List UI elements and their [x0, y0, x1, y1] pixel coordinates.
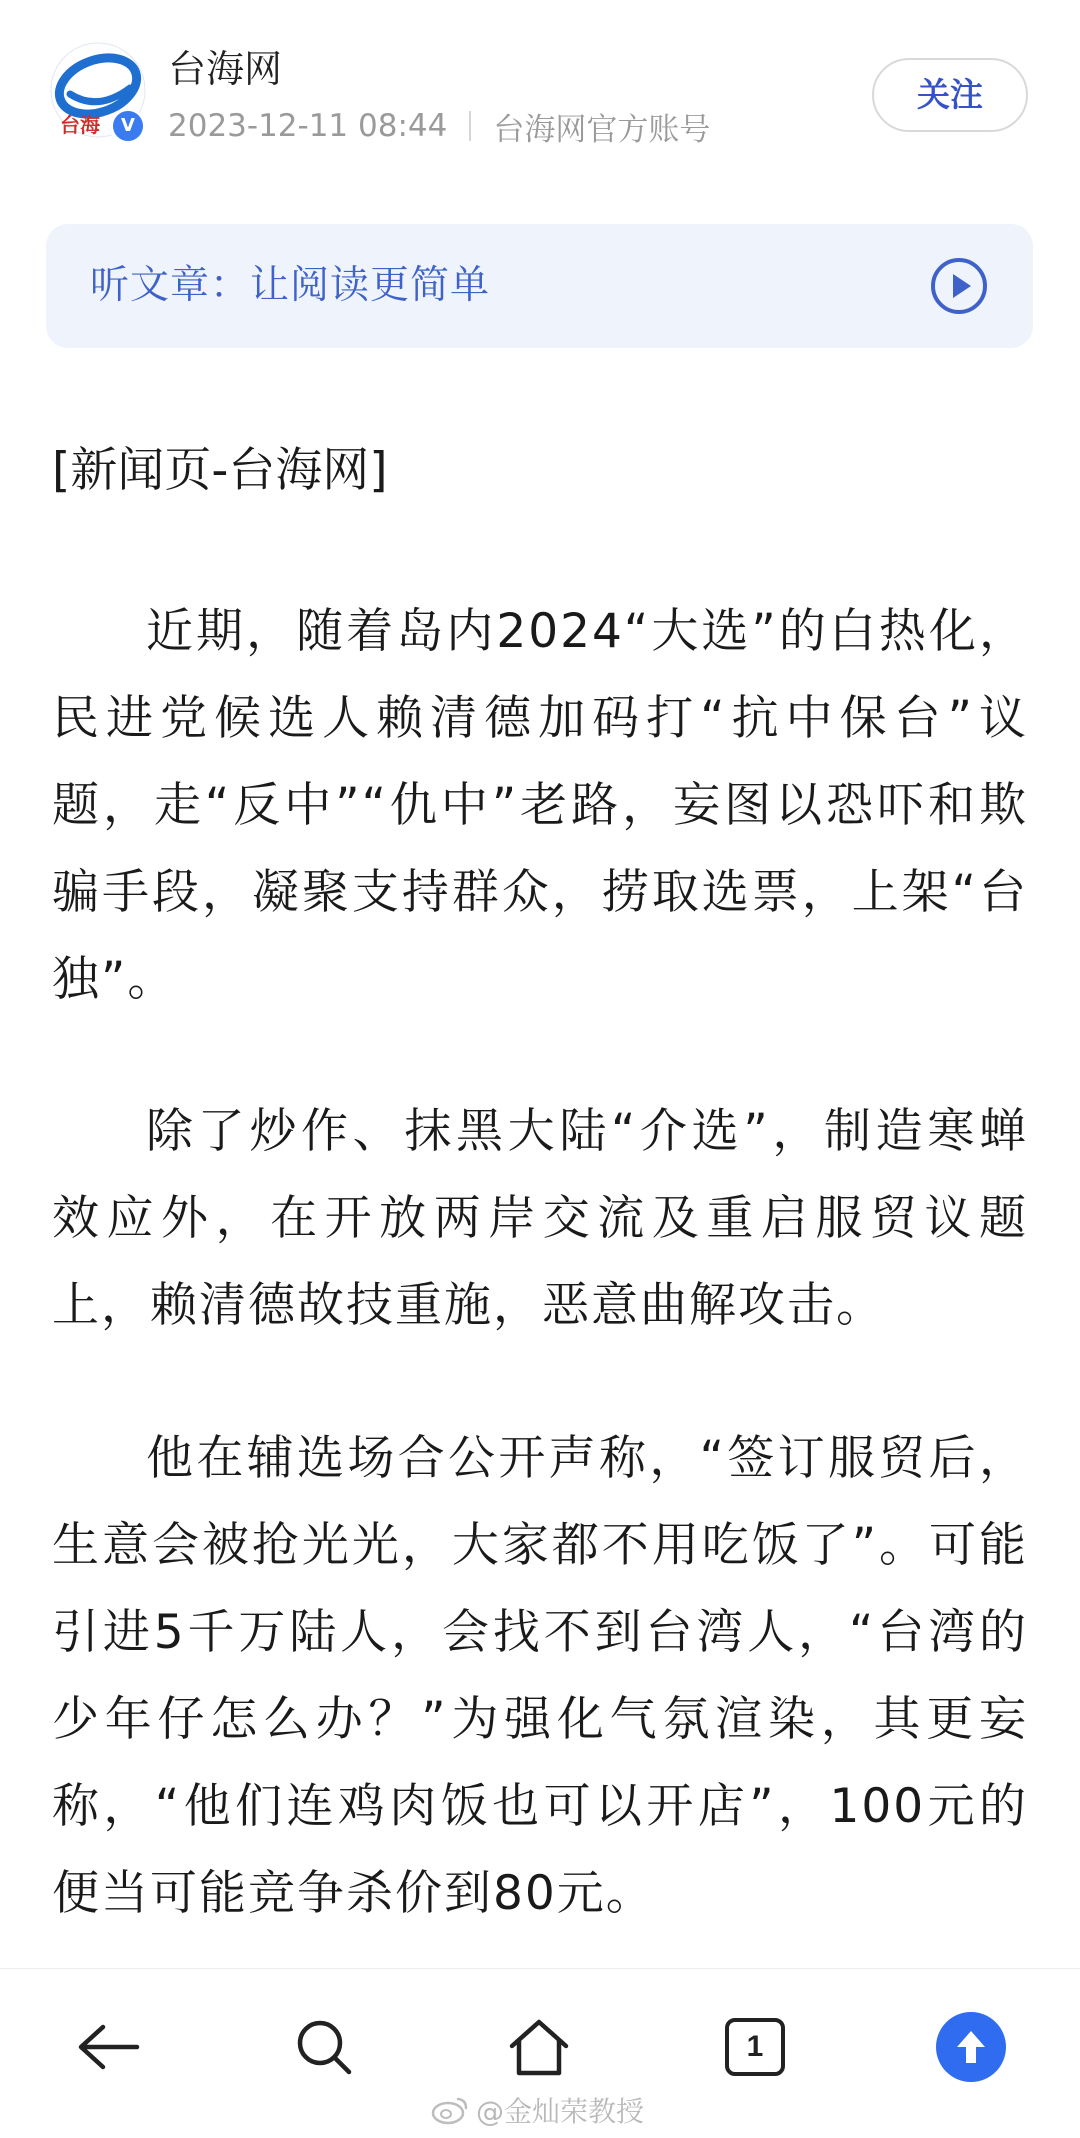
- svg-text:台海: 台海: [60, 113, 100, 137]
- play-circle-icon[interactable]: [929, 256, 989, 316]
- listen-article-banner[interactable]: [46, 224, 1033, 348]
- tabs-icon: 1: [725, 2018, 785, 2076]
- back-button[interactable]: [68, 2007, 148, 2087]
- home-button[interactable]: [499, 2007, 579, 2087]
- watermark-text: @金灿荣教授: [476, 2095, 645, 2128]
- scroll-top-circle: [936, 2012, 1006, 2082]
- scroll-top-button[interactable]: [931, 2007, 1011, 2087]
- account-name[interactable]: 台海网: [168, 47, 283, 91]
- meta-divider: [469, 111, 471, 141]
- weibo-watermark: [430, 2088, 644, 2132]
- search-icon: [293, 2016, 355, 2078]
- search-button[interactable]: [284, 2007, 364, 2087]
- listen-article-label: 听文章：让阅读更简单: [90, 263, 491, 308]
- article-header: [0, 0, 1080, 200]
- arrow-left-icon: [75, 2022, 141, 2072]
- article-paragraph: 近期，随着岛内2024“大选”的白热化，民进党候选人赖清德加码打“抗中保台”议题，走“反中”“仇中”老路，妄图以恐吓和欺骗手段，凝聚支持群众，捞取选票，上架“台独”。: [52, 604, 1028, 1007]
- article-source: [新闻页-台海网]: [52, 443, 388, 498]
- follow-button[interactable]: 关注: [872, 58, 1028, 132]
- tabs-button[interactable]: [715, 2007, 795, 2087]
- arrow-up-icon: [951, 2027, 991, 2067]
- weibo-logo-icon: [430, 2095, 470, 2125]
- article-paragraph: 他在辅选场合公开声称，“签订服贸后，生意会被抢光光，大家都不用吃饭了”。可能引进5千万陆人，会找不到台湾人，“台湾的少年仔怎么办？”为强化气氛渲染，其更妄称，“他们连鸡肉饭也可以开店”，100元的便当可能竞争杀价到80元。: [52, 1431, 1028, 1921]
- publish-time: 2023-12-11 08:44: [168, 108, 448, 144]
- post-meta: [168, 106, 710, 146]
- verified-badge-icon: V: [110, 108, 146, 144]
- account-description: 台海网官方账号: [493, 111, 711, 148]
- article-paragraph: 除了炒作、抹黑大陆“介选”，制造寒蝉效应外，在开放两岸交流及重启服贸议题上，赖清德故技重施，恶意曲解攻击。: [52, 1104, 1028, 1333]
- home-icon: [506, 2016, 572, 2078]
